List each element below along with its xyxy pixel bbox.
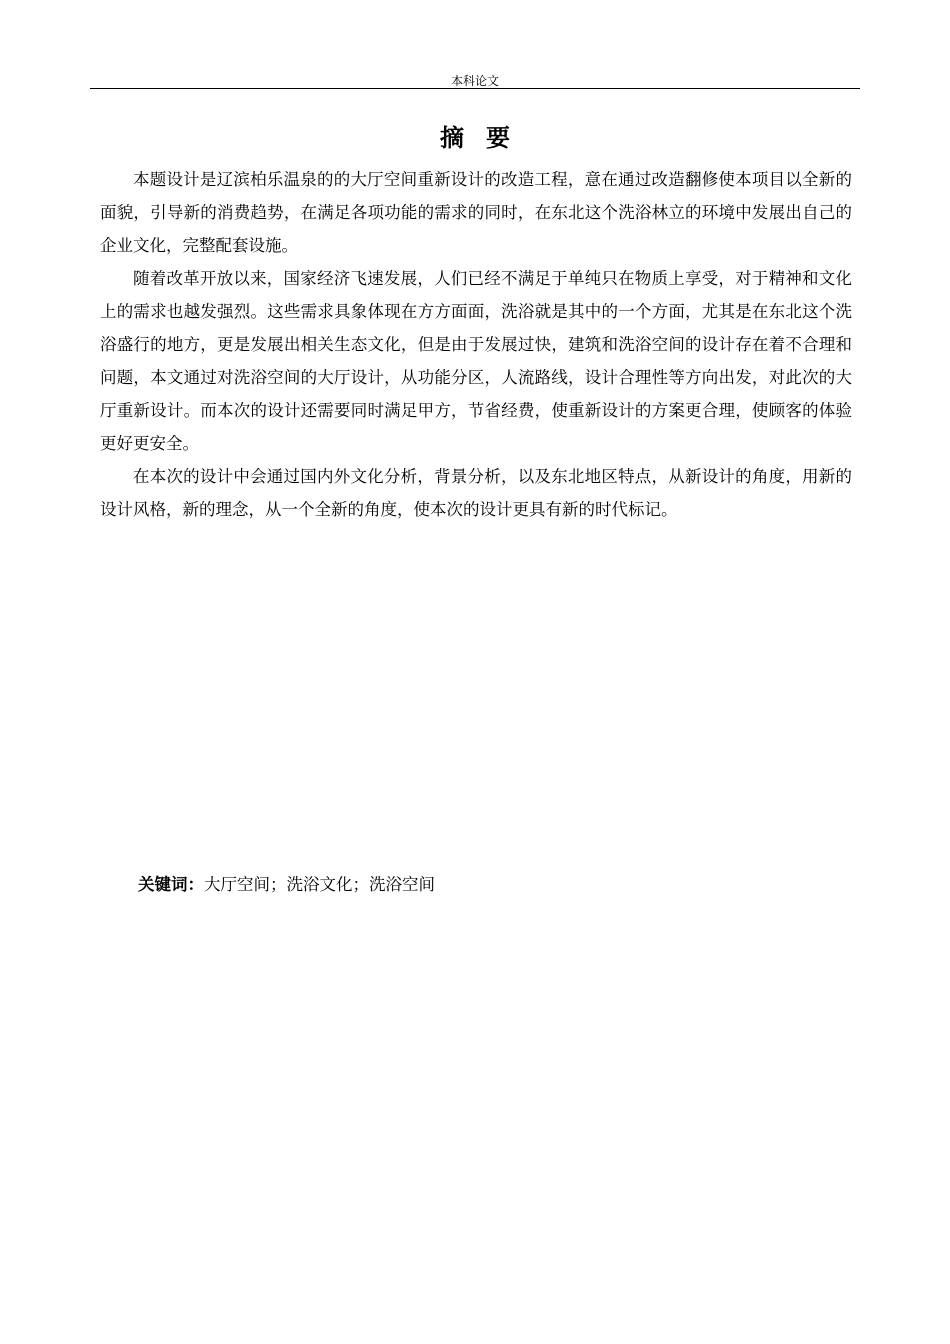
abstract-paragraph-3: 在本次的设计中会通过国内外文化分析，背景分析，以及东北地区特点，从新设计的角度，用新的设计风格，新的理念，从一个全新的角度，使本次的设计更具有新的时代标记。	[100, 467, 852, 519]
abstract-paragraph-2: 随着改革开放以来，国家经济飞速发展，人们已经不满足于单纯只在物质上享受，对于精神和文化上的需求也越发强烈。这些需求具象体现在方方面面，洗浴就是其中的一个方面，尤其是在东北这个洗浴盛行的地方，更是发展出相关生态文化，但是由于发展过快，建筑和洗浴空间的设计存在着不合理和问题，本文通过对洗浴空间的大厅设计，从功能分区，人流路线，设计合理性等方向出发，对此次的大厅重新设计。而本次的设计还需要同时满足甲方，节省经费，使重新设计的方案更合理，使顾客的体验更好更安全。	[100, 269, 852, 453]
keywords-value: 大厅空间；洗浴文化；洗浴空间	[204, 875, 435, 894]
keywords-label: 关键词：	[138, 875, 204, 894]
running-title: 本科论文	[450, 74, 499, 88]
abstract-paragraph-1: 本题设计是辽滨柏乐温泉的的大厅空间重新设计的改造工程，意在通过改造翻修使本项目以全新的面貌，引导新的消费趋势，在满足各项功能的需求的同时，在东北这个洗浴林立的环境中发展出自己的企业文化，完整配套设施。	[100, 170, 852, 255]
abstract-title: 摘要	[440, 124, 532, 152]
abstract-body	[100, 163, 852, 526]
page-header	[90, 70, 860, 89]
keywords-line	[138, 868, 435, 901]
